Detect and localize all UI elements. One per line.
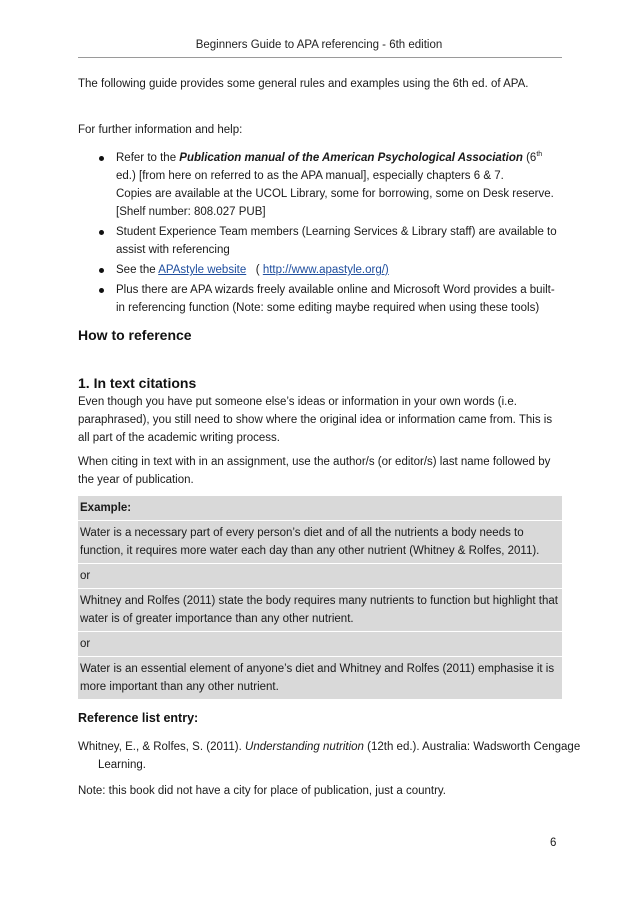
reference-note: Note: this book did not have a city for place of publication, just a country. bbox=[78, 785, 446, 797]
help-list bbox=[78, 149, 562, 319]
header-divider bbox=[78, 57, 562, 58]
section-paragraph: Even though you have put someone else’s ideas or information in your own words (i.e. paraphrased), you still need to show where the original idea or information came from. This is all part of the academic writing process. bbox=[78, 396, 553, 444]
library-copies-text: Copies are available at the UCOL Library, some for borrowing, some on Desk reserve. [Shelf number: 808.027 PUB] bbox=[116, 188, 554, 218]
how-to-reference-heading: How to reference bbox=[78, 327, 192, 343]
bullet-icon bbox=[99, 230, 104, 235]
apastyle-url-link[interactable]: http://www.apastyle.org/) bbox=[262, 264, 389, 276]
bullet-icon bbox=[99, 156, 104, 161]
section-heading-in-text-citations: 1. In text citations bbox=[78, 375, 197, 391]
bullet-text: Refer to the bbox=[116, 152, 180, 164]
intro-paragraph: The following guide provides some general rules and examples using the 6th ed. of APA. bbox=[78, 78, 529, 90]
reference-list-heading: Reference list entry: bbox=[78, 711, 199, 725]
reference-entry: Whitney, E., & Rolfes, S. (2011). Understanding nutrition (12th ed.). Australia: Wadsworth Cengage Learning. bbox=[78, 741, 581, 771]
example-box bbox=[78, 496, 562, 700]
bullet-text: Plus there are APA wizards freely available online and Microsoft Word provides a built-in referencing function (Note: some editing maybe required when using these tools) bbox=[116, 284, 555, 314]
list-item bbox=[78, 281, 562, 317]
bullet-text: Student Experience Team members (Learning Services & Library staff) are available to assist with referencing bbox=[116, 226, 557, 256]
manual-title: Publication manual of the American Psychological Association bbox=[179, 152, 523, 164]
example-or: or bbox=[78, 632, 562, 657]
example-label: Example: bbox=[78, 496, 562, 521]
bullet-icon bbox=[99, 268, 104, 273]
list-item: See the APAstyle website ( http://www.apastyle.org/) bbox=[78, 261, 562, 279]
help-heading: For further information and help: bbox=[78, 124, 243, 136]
book-title: Understanding nutrition bbox=[245, 741, 364, 753]
example-text: Water is a necessary part of every person’s diet and of all the nutrients a body needs to function, it requires more water each day than any other nutrient (Whitney & Rolfes, 2011). bbox=[78, 521, 562, 564]
page-number: 6 bbox=[550, 837, 557, 849]
list-item bbox=[78, 223, 562, 259]
example-text: Whitney and Rolfes (2011) state the body requires many nutrients to function but highlight that water is of greater importance than any other nutrient. bbox=[78, 589, 562, 632]
page-header: Beginners Guide to APA referencing - 6th edition bbox=[195, 39, 443, 51]
apastyle-website-link[interactable]: APAstyle website bbox=[158, 264, 247, 276]
section-paragraph: When citing in text with in an assignment, use the author/s (or editor/s) last name followed by the year of publication. bbox=[78, 456, 551, 486]
example-text: Water is an essential element of anyone’s diet and Whitney and Rolfes (2011) emphasise it is more important than any other nutrient. bbox=[78, 657, 562, 700]
example-or: or bbox=[78, 564, 562, 589]
bullet-icon bbox=[99, 288, 104, 293]
list-item: Refer to the Publication manual of the American Psychological Association (6th ed.) [from here on referred to as the APA manual], especially chapters 6 & 7. Copies are available at the UCOL Library, some for borrowing, some on Desk reserve. [Shelf number: 808.027 PUB] bbox=[78, 149, 562, 221]
